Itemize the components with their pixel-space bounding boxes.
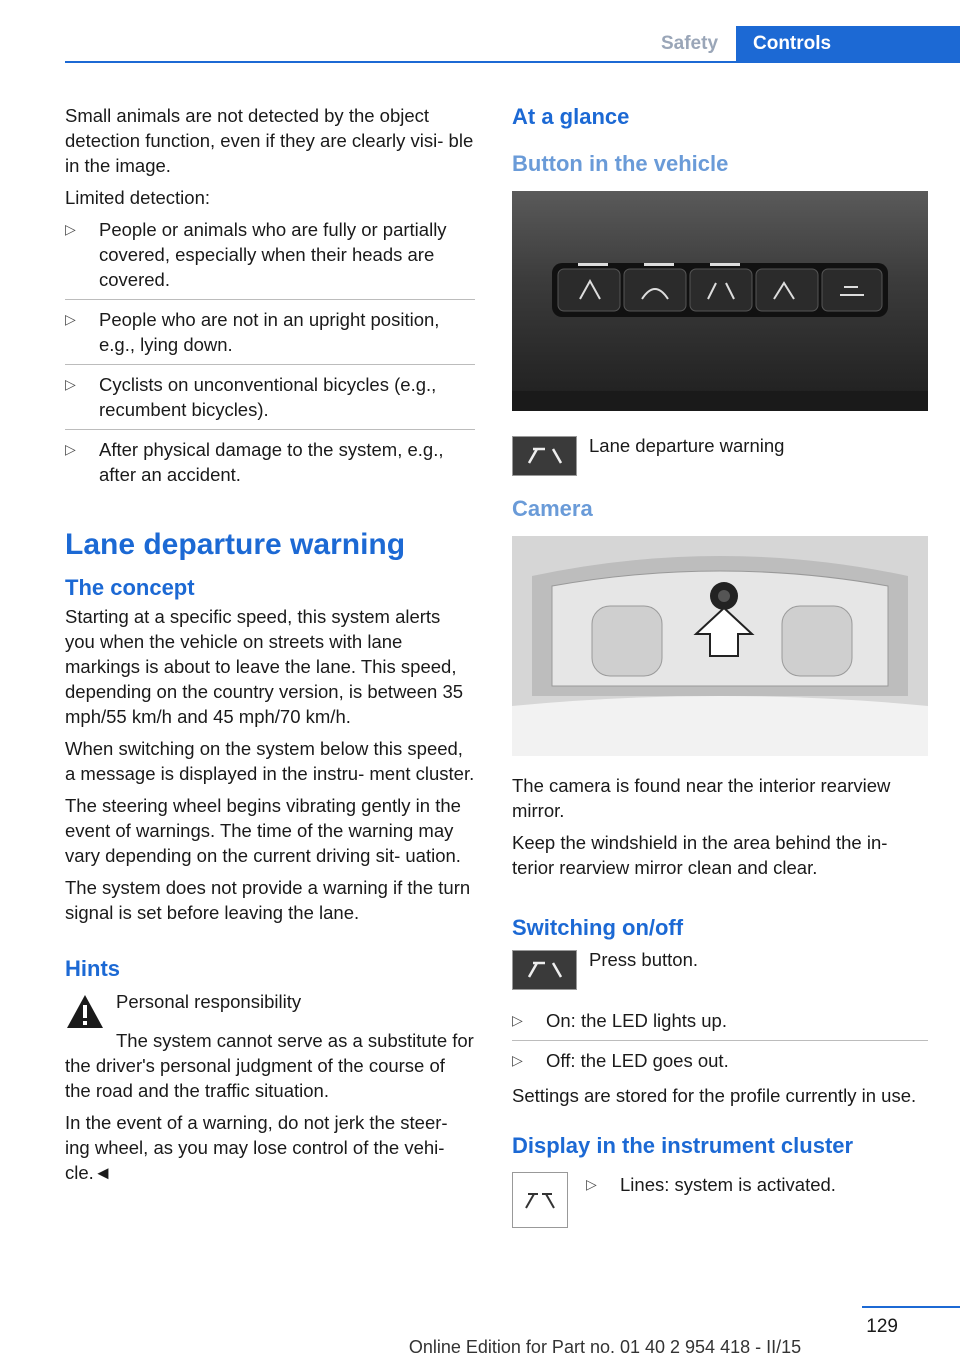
list-item: ▷ People or animals who are fully or partially covered, especially when their heads are covered. — [65, 217, 475, 300]
page-number: 129 — [866, 1316, 898, 1337]
switch-list — [512, 1008, 928, 1080]
hints-paragraph: In the event of a warning, do not jerk the steer- ing wheel, as you may lose control of the vehi- cle.◄ — [65, 1112, 448, 1183]
triangle-bullet-icon: ▷ — [586, 1176, 597, 1192]
display-row — [512, 1172, 928, 1228]
list-item: ▷ Lines: system is activated. — [586, 1174, 836, 1195]
lane-lines-display-icon — [512, 1172, 568, 1228]
camera-paragraph: The camera is found near the interior rearview mirror. — [512, 775, 891, 821]
button-legend — [512, 436, 928, 476]
concept-paragraph: The steering wheel begins vibrating gently in the event of warnings. The time of the warning may vary depending on the current driving sit- uation. — [65, 795, 461, 866]
section-title: Lane departure warning — [65, 528, 406, 561]
list-item: ▷ People who are not in an upright position, e.g., lying down. — [65, 307, 475, 365]
tab-safety[interactable]: Safety — [660, 33, 719, 54]
left-column — [65, 103, 475, 1192]
triangle-bullet-icon: ▷ — [65, 376, 76, 392]
button-caption: Lane departure warning — [589, 435, 785, 456]
limited-detection-label: Limited detection: — [65, 187, 211, 208]
triangle-bullet-icon: ▷ — [65, 221, 76, 237]
concept-paragraph: The system does not provide a warning if the turn signal is set before leaving the lane. — [65, 877, 471, 923]
tab-controls[interactable]: Controls — [736, 26, 960, 61]
triangle-bullet-icon: ▷ — [65, 311, 76, 327]
camera-photo — [512, 536, 928, 756]
switch-heading: Switching on/off — [512, 915, 684, 940]
warning-block — [65, 989, 475, 1032]
limited-detection-list — [65, 217, 475, 494]
header-rule — [65, 61, 960, 63]
concept-paragraph: When switching on the system below this speed, a message is displayed in the instru- ment cluster. — [65, 738, 475, 784]
warning-body: The system cannot serve as a substitute for the driver's personal judgment of the course of the road and the traffic situation. — [65, 1030, 474, 1101]
display-heading: Display in the instrument cluster — [512, 1133, 854, 1158]
list-item: ▷ Cyclists on unconventional bicycles (e.g., recumbent bicycles). — [65, 372, 475, 430]
switch-legend — [512, 950, 928, 990]
list-item: ▷ After physical damage to the system, e.g., after an accident. — [65, 439, 444, 485]
triangle-bullet-icon: ▷ — [512, 1012, 523, 1028]
concept-paragraph: Starting at a specific speed, this system alerts you when the vehicle on streets with lane markings is about to leave the lane. This speed, depending on the country version, is between 35 mph/55 km/h and 45 mph/70 km/h. — [65, 606, 464, 727]
hints-heading: Hints — [65, 956, 120, 981]
triangle-bullet-icon: ▷ — [512, 1052, 523, 1068]
warning-title: Personal responsibility — [116, 991, 302, 1012]
button-heading: Button in the vehicle — [512, 151, 729, 176]
concept-heading: The concept — [65, 575, 195, 600]
button-panel-photo — [512, 191, 928, 411]
intro-paragraph: Small animals are not detected by the object detection function, even if they are clearly visi- ble in the image. — [65, 105, 474, 176]
glance-heading: At a glance — [512, 104, 630, 129]
switch-paragraph: Settings are stored for the profile currently in use. — [512, 1085, 917, 1106]
list-item: ▷ Off: the LED goes out. — [512, 1050, 729, 1071]
list-item: ▷ On: the LED lights up. — [512, 1008, 928, 1041]
edition-footer: Online Edition for Part no. 01 40 2 954 418 - II/15 — [408, 1337, 802, 1357]
lane-departure-button-icon — [512, 950, 577, 990]
camera-paragraph: Keep the windshield in the area behind the in- terior rearview mirror clean and clear. — [512, 832, 888, 878]
switch-caption: Press button. — [589, 949, 699, 970]
display-list — [586, 1172, 928, 1228]
camera-heading: Camera — [512, 496, 593, 521]
lane-departure-button-icon — [512, 436, 577, 476]
warning-triangle-icon — [65, 992, 105, 1032]
right-column — [512, 103, 928, 1228]
triangle-bullet-icon: ▷ — [65, 441, 76, 457]
footer-rule — [862, 1306, 960, 1308]
